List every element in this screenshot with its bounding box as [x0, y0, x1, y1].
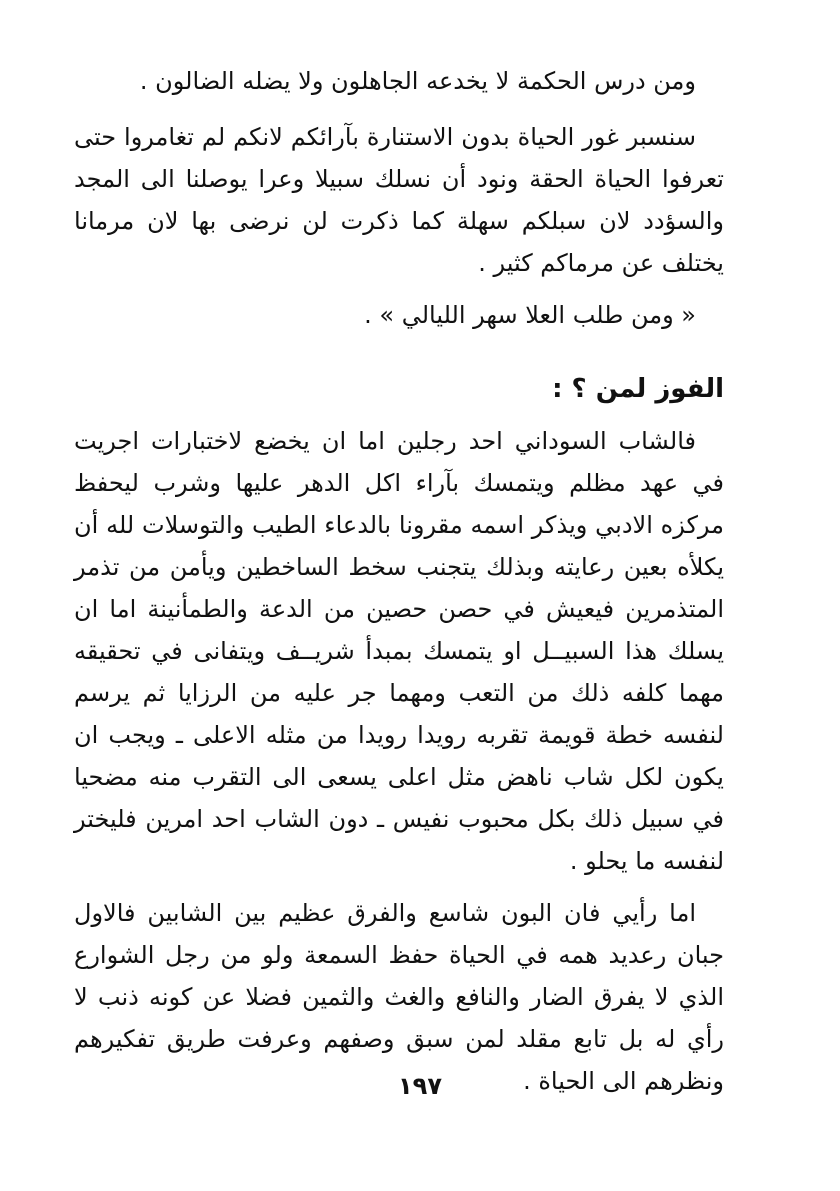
paragraph-2: فالشاب السوداني احد رجلين اما ان يخضع لاختبارات اجريت في عهد مظلم ويتمسك بآراء اكل الدهر عليها وشرب ليحفظ مركزه الادبي ويذكر اسمه مقرونا بالدعاء الطيب والتوسلات لله أن يكلأه بعين رعايته وبذلك يتجنب سخط الساخطين ويأمن من تذمر المتذمرين فيعيش في حصن حصين من الدعة والطمأنينة اما ان يسلك هذا السبيــل او يتمسك بمبدأ شريــف ويتفانى في تحقيقه مهما كلفه ذلك من التعب ومهما جر عليه من الرزايا ثم يرسم لنفسه خطة قويمة تقربه رويدا رويدا من مثله الاعلى ـ ويجب ان يكون لكل شاب ناهض مثل اعلى يسعى الى التقرب منه مضحيا في سبيل ذلك بكل محبوب نفيس ـ دون الشاب احد امرين فليختر لنفسه ما يحلو . [74, 427, 724, 875]
quote-line: « ومن طلب العلا سهر الليالي » . [364, 301, 696, 329]
paragraph-1: سنسبر غور الحياة بدون الاستنارة بآرائكم لانكم لم تغامروا حتى تعرفوا الحياة الحقة ونود أن نسلك سبيلا وعرا يوصلنا الى المجد والسؤدد لان سبلكم سهلة كما ذكرت لن نرضى بها لان مرمانا يختلف عن مرماكم كثير . [74, 123, 724, 277]
section-heading: الفوز لمن ؟ : [552, 374, 724, 404]
opening-line: ومن درس الحكمة لا يخدعه الجاهلون ولا يضله الضالون . [139, 67, 696, 95]
page-body [74, 60, 724, 1140]
paragraph-3: اما رأيي فان البون شاسع والفرق عظيم بين الشابين فالاول جبان رعديد همه في الحياة حفظ السمعة ولو من رجل الشوارع الذي لا يفرق الضار والنافع والغث والثمين فضلا عن كونه ذنب لا رأي له بل تابع مقلد لمن سبق وصفهم وعرفت طريق تفكيرهم ونظرهم الى الحياة . [74, 899, 724, 1095]
page-number: ١٩٧ [398, 1072, 442, 1100]
